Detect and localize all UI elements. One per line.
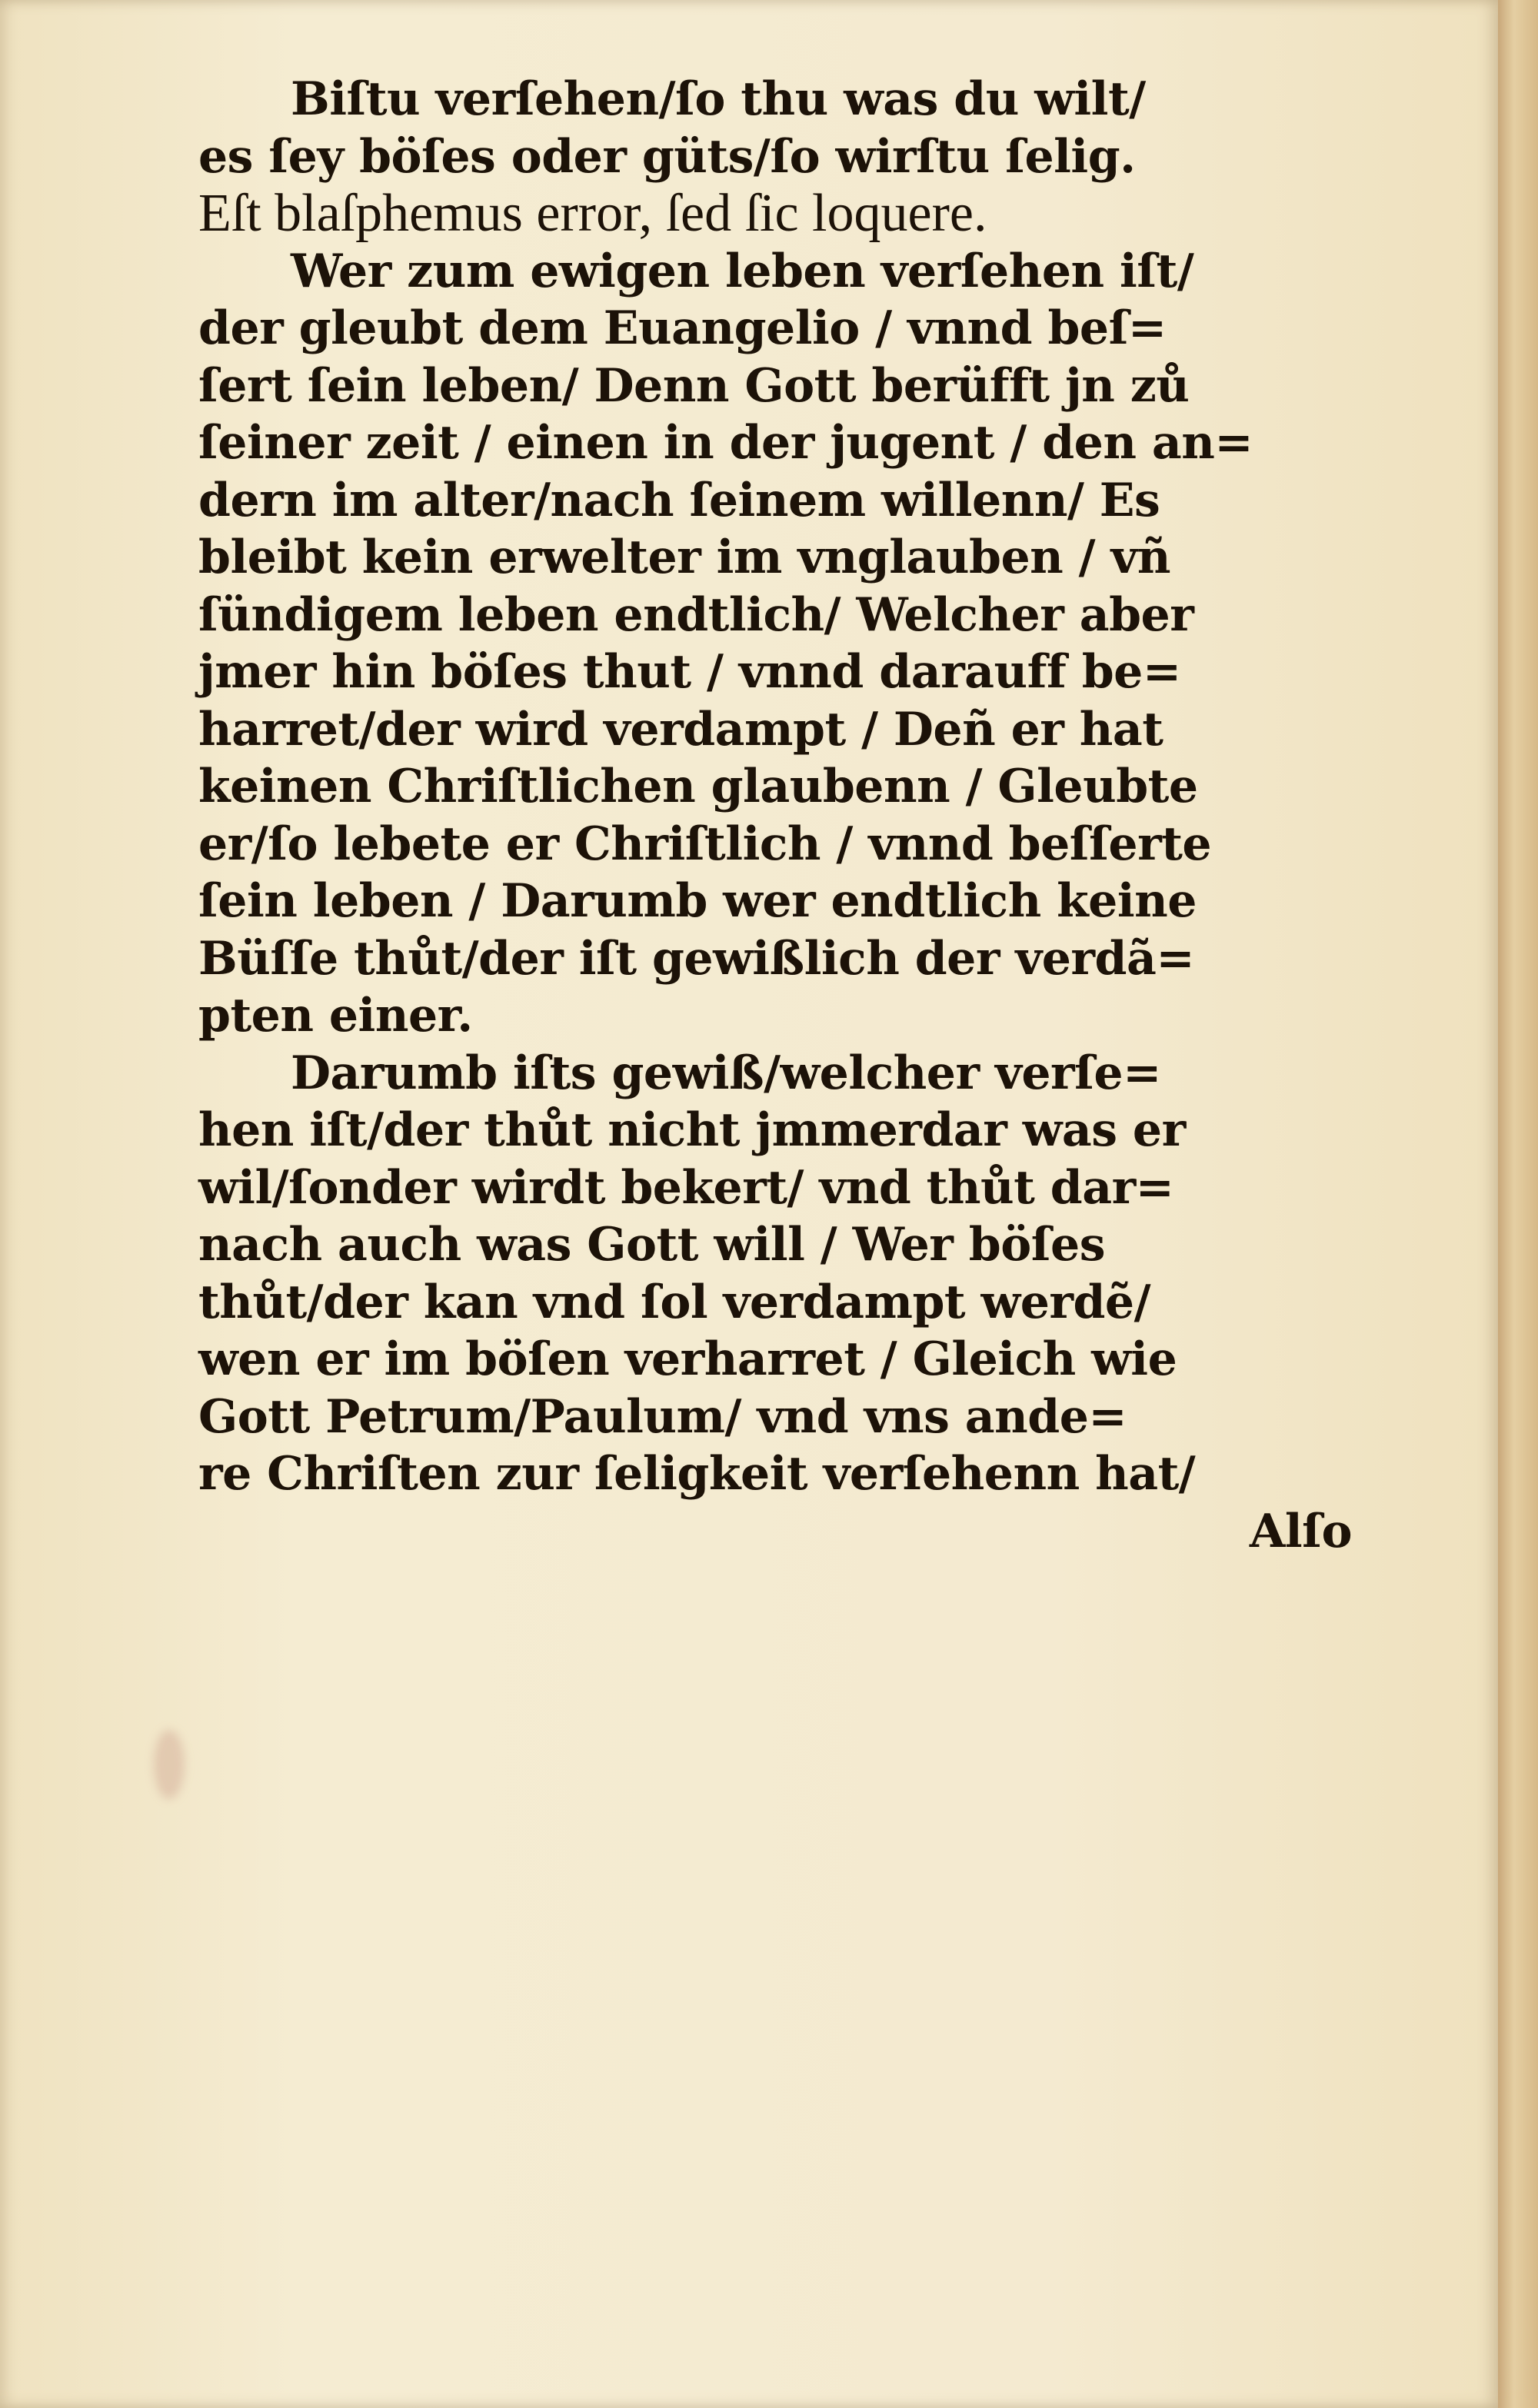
page-edge <box>1498 0 1538 2408</box>
text-line: er/ſo lebete er Chriſtlich / vnnd beſſerte <box>198 817 1212 871</box>
text-line: wen er im böſen verharret / Gleich wie <box>198 1332 1177 1386</box>
text-line: Biſtu verſehen/ſo thu was du wilt/ <box>291 72 1146 126</box>
text-line-latin: Eſt blaſphemus error, ſed ſic loquere. <box>198 184 987 243</box>
text-line: ſündigem leben endtlich/ Welcher aber <box>198 587 1194 642</box>
ink-stain <box>154 1730 185 1799</box>
text-line: re Chriſten zur ſeligkeit verſehenn hat/ <box>198 1447 1196 1501</box>
catchword: Alſo <box>1249 1504 1352 1558</box>
text-line: jmer hin böſes thut / vnnd darauff be= <box>198 645 1181 699</box>
text-line: nach auch was Gott will / Wer böſes <box>198 1218 1105 1272</box>
text-line: ſein leben / Darumb wer endtlich keine <box>198 874 1197 928</box>
text-line: es ſey böſes oder güts/ſo wirſtu ſelig. <box>198 129 1136 184</box>
text-line: der gleubt dem Euangelio / vnnd beſ= <box>198 301 1167 355</box>
text-line: ſeiner zeit / einen in der jugent / den an= <box>198 416 1253 470</box>
text-line: ſert ſein leben/ Denn Gott berüfft jn zů <box>198 358 1190 413</box>
text-line: Wer zum ewigen leben verſehen iſt/ <box>291 244 1194 298</box>
text-line: bleibt kein erwelter im vnglauben / vñ <box>198 530 1170 584</box>
text-line: thůt/der kan vnd ſol verdampt werdẽ/ <box>198 1275 1151 1329</box>
text-line: harret/der wird verdampt / Deñ er hat <box>198 702 1163 757</box>
text-line: Darumb iſts gewiß/welcher verſe= <box>291 1046 1161 1100</box>
text-line: pten einer. <box>198 989 473 1043</box>
page-text <box>198 71 1360 1560</box>
text-line: Gott Petrum/Paulum/ vnd vns ande= <box>198 1389 1127 1444</box>
text-line: hen iſt/der thůt nicht jmmerdar was er <box>198 1103 1186 1157</box>
text-line: dern im alter/nach ſeinem willenn/ Es <box>198 473 1160 527</box>
text-line: Büſſe thůt/der iſt gewißlich der verdã= <box>198 931 1195 986</box>
text-line: wil/ſonder wirdt bekert/ vnd thůt dar= <box>198 1160 1174 1215</box>
text-line: keinen Chriſtlichen glaubenn / Gleubte <box>198 760 1198 813</box>
